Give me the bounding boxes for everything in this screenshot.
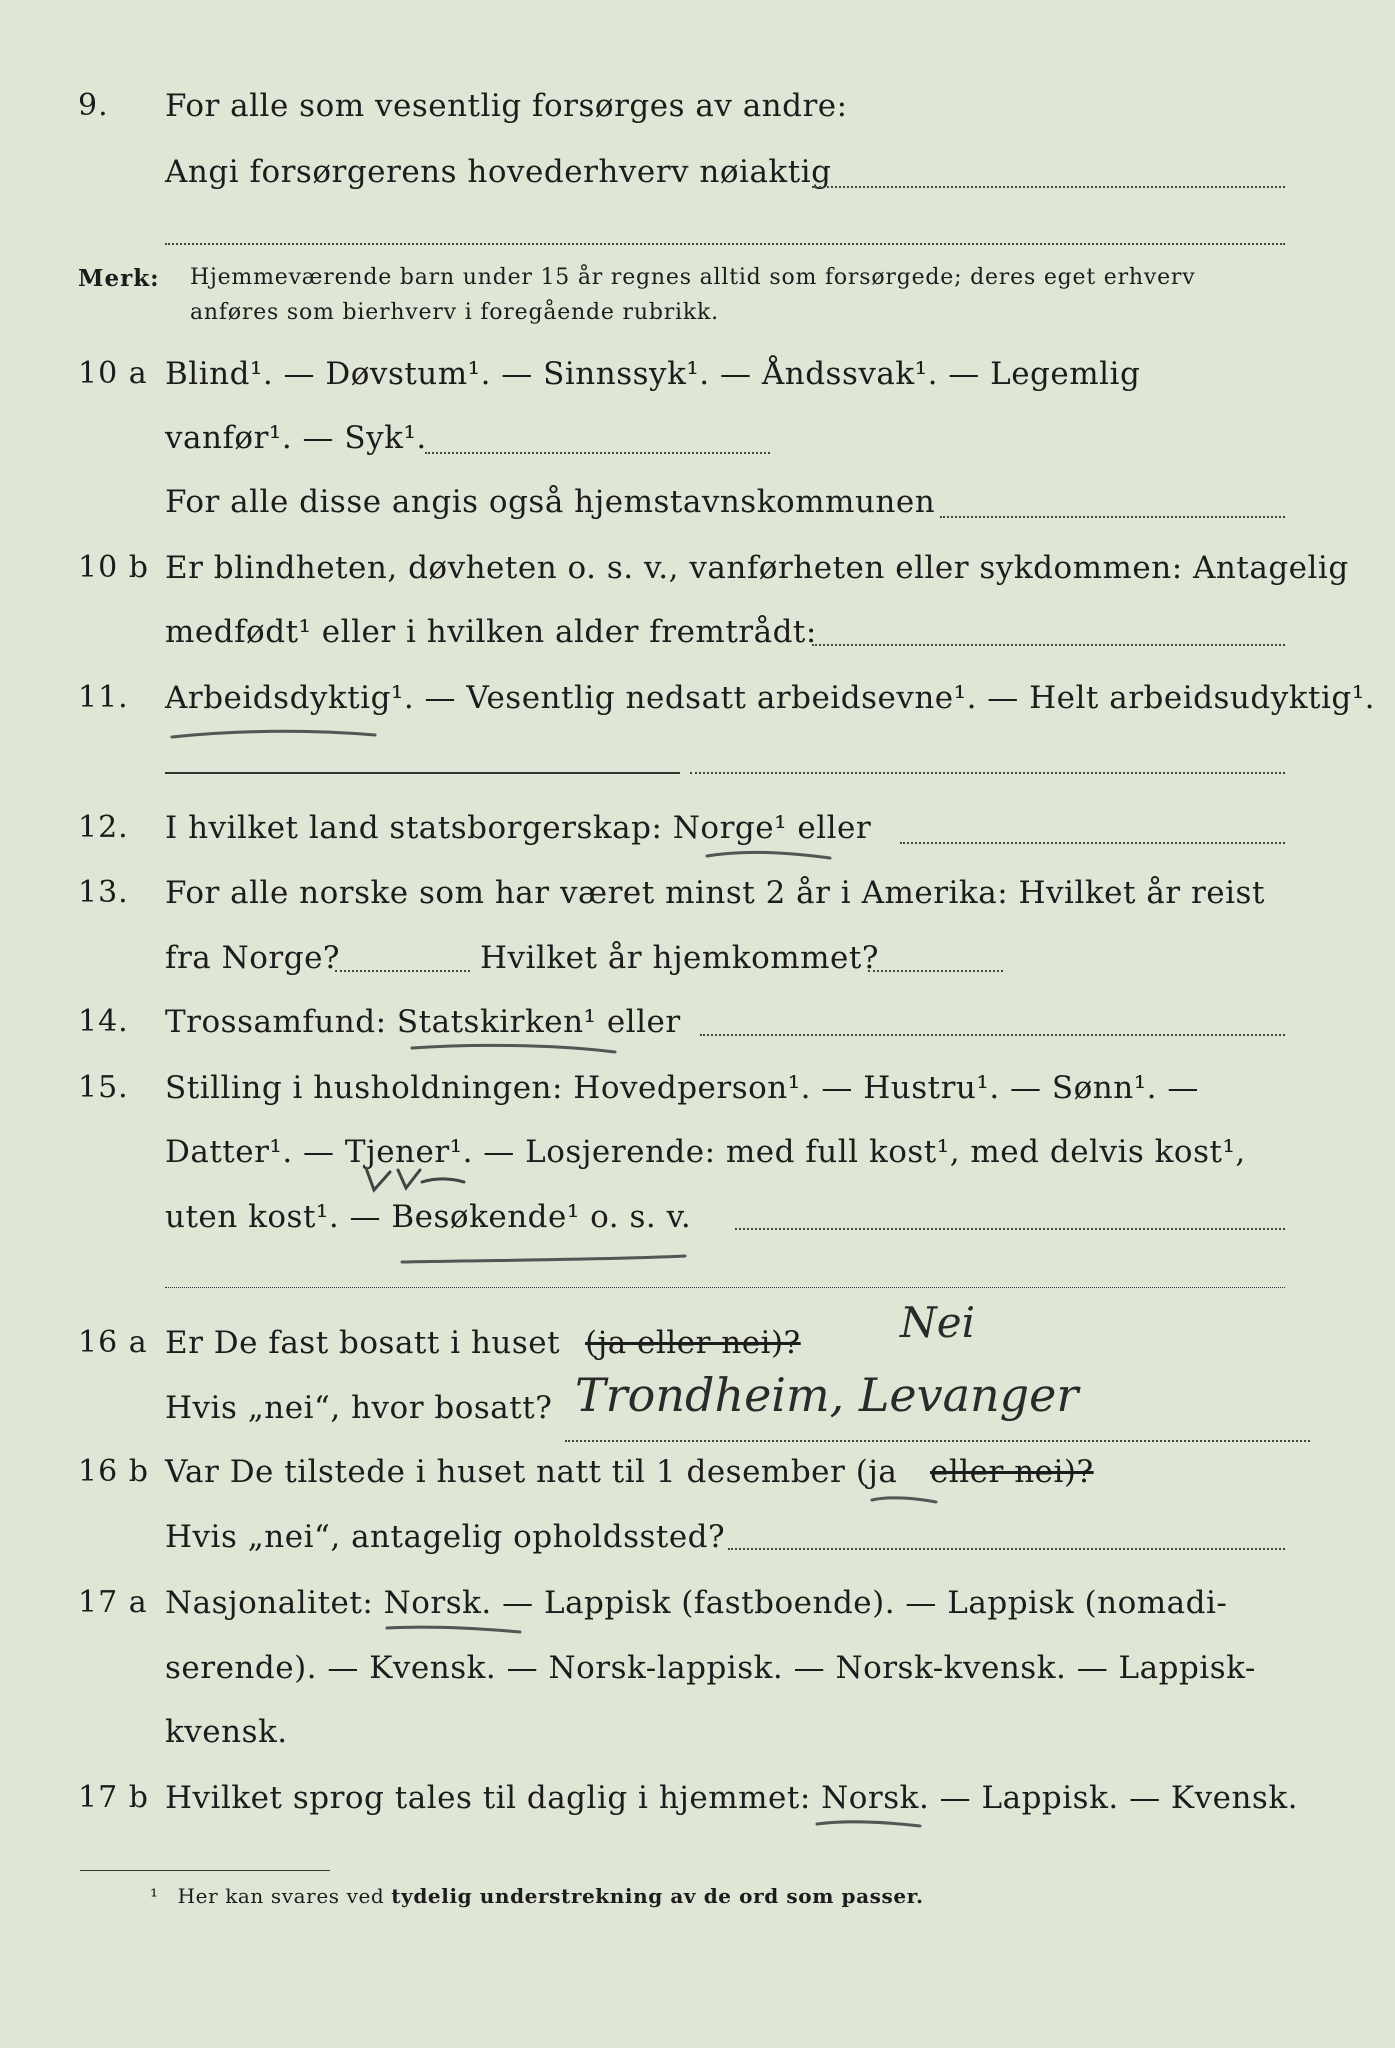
q13-hjemkommet-line[interactable] [868,970,1003,972]
q10a-line2: vanfør¹. — Syk¹. [165,420,427,456]
q16a-answer2: Trondheim, Levanger [575,1368,1079,1422]
q12-answer-line[interactable] [900,842,1285,844]
q10a-number: 10 a [78,356,148,391]
q11-rule-right [690,772,1285,774]
q9-line2: Angi forsørgerens hovederhverv nøiaktig [165,154,832,190]
q16a-line1b: (ja eller nei)? [585,1325,801,1361]
q11-number: 11. [78,680,129,715]
q17b-number: 17 b [78,1780,149,1815]
q15-handwritten-underline [400,1252,690,1270]
q9-line1: For alle som vesentlig forsørges av andre: [165,88,848,124]
q16b-handwritten-underline [870,1494,940,1508]
q15-line1: Stilling i husholdningen: Hovedperson¹. — Hustru¹. — Sønn¹. — [165,1070,1199,1106]
q13-number: 13. [78,875,129,910]
q9-answer-line[interactable] [812,186,1285,188]
footnote-text-a: Her kan svares ved [177,1884,385,1908]
q16b-line1a: Var De tilstede i huset natt til 1 desember (ja [165,1454,898,1490]
q17b-handwritten-underline [815,1818,925,1832]
q15-number: 15. [78,1070,129,1105]
q10b-line1: Er blindheten, døvheten o. s. v., vanførheten eller sykdommen: Antagelig [165,550,1349,586]
q10b-number: 10 b [78,550,149,585]
footnote [150,1884,924,1908]
q13-line1: For alle norske som har været minst 2 år i Amerika: Hvilket år reist [165,875,1265,911]
q14-number: 14. [78,1004,129,1039]
q10b-line2: medfødt¹ eller i hvilken alder fremtrådt: [165,614,817,650]
q17a-handwritten-underline [385,1622,525,1638]
q15-line3: uten kost¹. — Besøkende¹ o. s. v. [165,1199,692,1235]
q12-handwritten-underline [705,848,835,866]
q14-line1: Trossamfund: Statskirken¹ eller [165,1004,681,1040]
footnote-text-b: tydelig understrekning av de ord som passer. [391,1884,924,1908]
q16a-answer2-line[interactable] [565,1440,1310,1442]
q16b-line1b: eller nei)? [930,1454,1094,1490]
q16a-number: 16 a [78,1325,148,1360]
q10a-line3: For alle disse angis også hjemstavnskommunen [165,484,936,520]
q17a-line2: serende). — Kvensk. — Norsk-lappisk. — Norsk-kvensk. — Lappisk- [165,1650,1256,1686]
q10a-answer-line[interactable] [425,452,770,454]
q17b-line1: Hvilket sprog tales til daglig i hjemmet: Norsk. — Lappisk. — Kvensk. [165,1780,1298,1816]
q16b-answer-line[interactable] [728,1548,1285,1550]
q16b-number: 16 b [78,1454,149,1489]
q15-handwritten-mark [360,1160,470,1200]
q11-line1: Arbeidsdyktig¹. — Vesentlig nedsatt arbeidsevne¹. — Helt arbeidsudyktig¹. [165,680,1376,716]
merk-line2: anføres som bierhverv i foregående rubrikk. [190,300,719,325]
q11-handwritten-underline [170,725,380,745]
q15-line2: Datter¹. — Tjener¹. — Losjerende: med full kost¹, med delvis kost¹, [165,1134,1246,1170]
footnote-mark: ¹ [150,1884,159,1908]
q17a-line1: Nasjonalitet: Norsk. — Lappisk (fastboende). — Lappisk (nomadi- [165,1585,1228,1621]
q15-answer-line[interactable] [735,1228,1285,1230]
q16a-line1a: Er De fast bosatt i huset [165,1325,561,1361]
q14-handwritten-underline [410,1040,620,1060]
q12-number: 12. [78,810,129,845]
q10a-line1: Blind¹. — Døvstum¹. — Sinnssyk¹. — Åndssvak¹. — Legemlig [165,356,1141,392]
q10a-hjemstavn-line[interactable] [940,516,1285,518]
q15-rule [165,1287,1285,1288]
q9-number: 9. [78,88,109,123]
q17a-number: 17 a [78,1585,148,1620]
q16a-line2: Hvis „nei“, hvor bosatt? [165,1390,553,1426]
q9-answer-line-2[interactable] [165,243,1285,245]
q12-line1: I hvilket land statsborgerskap: Norge¹ eller [165,810,872,846]
q13-line2b: Hvilket år hjemkommet? [480,940,879,976]
q10b-answer-line[interactable] [812,644,1285,646]
q16a-answer1: Nei [900,1298,976,1347]
q16b-line2: Hvis „nei“, antagelig opholdssted? [165,1519,726,1555]
q14-answer-line[interactable] [700,1034,1285,1036]
merk-line1: Hjemmeværende barn under 15 år regnes alltid som forsørgede; deres eget erhverv [190,265,1196,290]
q13-line2a: fra Norge? [165,940,341,976]
q13-reist-line[interactable] [335,970,470,972]
q11-rule-left [165,772,680,774]
footnote-rule [80,1870,330,1871]
q17a-line3: kvensk. [165,1714,288,1750]
merk-label: Merk: [78,265,160,292]
